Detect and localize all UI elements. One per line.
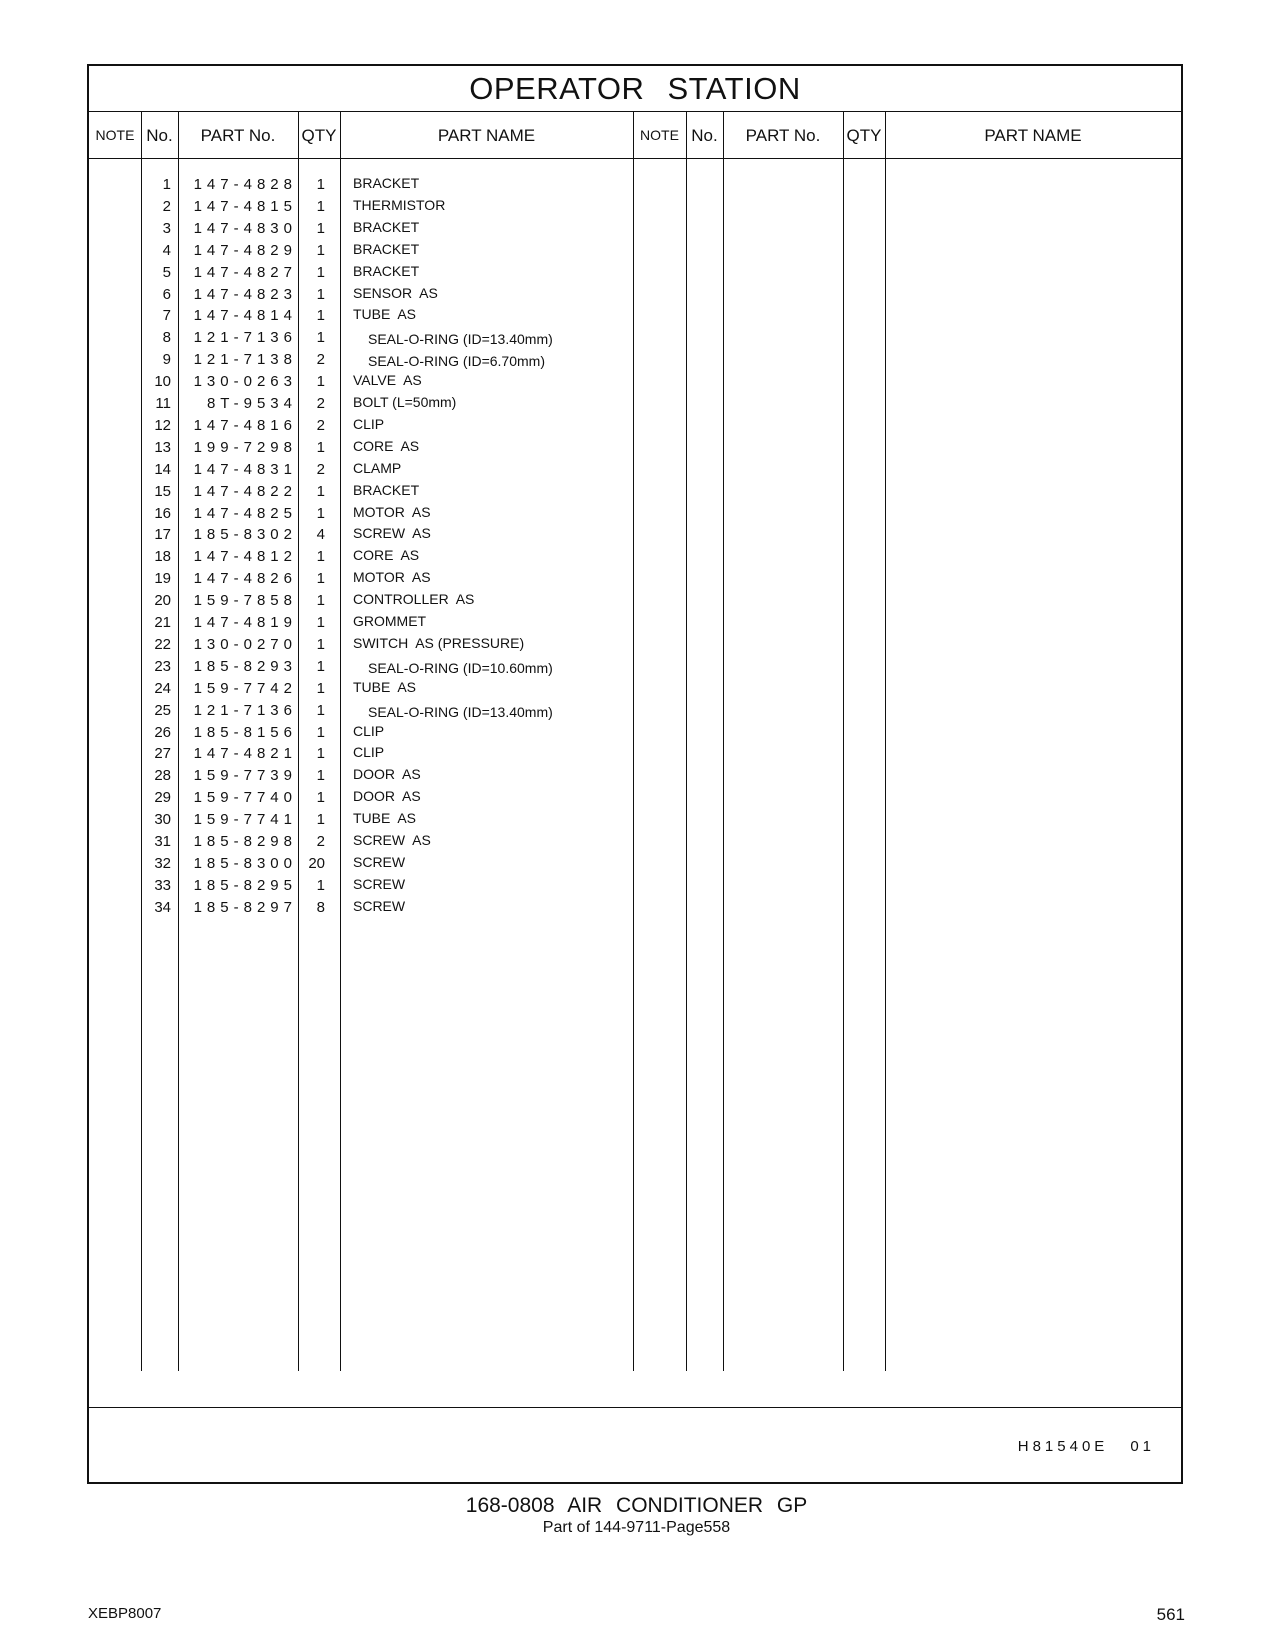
quantity: 1 [316, 285, 325, 303]
header-note-right: NOTE [640, 127, 679, 143]
part-name: SEAL-O-RING (ID=10.60mm) [368, 659, 553, 676]
column-divider [885, 112, 886, 1371]
column-divider [723, 112, 724, 1371]
revision-number: 01 [1130, 1438, 1155, 1455]
table-row [89, 721, 689, 744]
table-row [89, 261, 689, 284]
part-number: 8T-9534 [206, 395, 297, 412]
item-number: 3 [162, 219, 171, 237]
part-name: SEAL-O-RING (ID=13.40mm) [368, 703, 553, 720]
item-number: 23 [154, 657, 171, 675]
quantity: 1 [316, 504, 325, 522]
part-name: TUBE AS [353, 306, 417, 323]
item-number: 33 [154, 876, 171, 894]
item-number: 22 [154, 635, 171, 653]
part-name: SCREW [353, 853, 406, 870]
table-row [89, 611, 689, 634]
item-number: 24 [154, 679, 171, 697]
part-name: SENSOR AS [353, 284, 438, 301]
part-number: 185-8295 [193, 876, 297, 894]
part-number: 147-4816 [193, 416, 297, 434]
part-number: 185-8156 [193, 723, 297, 741]
part-number: 159-7739 [193, 767, 297, 785]
part-number: 147-4826 [193, 570, 297, 588]
item-number: 34 [154, 898, 171, 916]
part-name: BRACKET [353, 240, 420, 257]
quantity: 20 [308, 854, 325, 872]
part-name: BOLT (L=50mm) [353, 394, 457, 410]
quantity: 1 [316, 329, 325, 347]
part-number: 185-8298 [193, 833, 297, 850]
item-number: 29 [154, 789, 171, 807]
part-name: CONTROLLER AS [353, 591, 475, 608]
table-row [89, 896, 689, 919]
header-note-left: NOTE [95, 127, 135, 143]
illustration-code [1018, 1438, 1155, 1455]
table-bottom-rule [89, 1407, 1181, 1408]
table-row [89, 326, 689, 349]
part-name: TUBE AS [353, 810, 417, 827]
part-number: 147-4823 [193, 285, 297, 303]
table-row [89, 458, 689, 481]
table-row [89, 589, 689, 612]
part-name: CLIP [353, 744, 385, 761]
part-name: CLIP [353, 415, 385, 432]
part-name: CORE AS [353, 547, 420, 564]
quantity: 1 [316, 197, 325, 215]
quantity: 1 [316, 614, 325, 631]
table-row [89, 677, 689, 700]
part-name: DOOR AS [353, 788, 421, 805]
part-name: CLAMP [353, 459, 402, 476]
quantity: 1 [316, 482, 325, 500]
table-row [89, 852, 689, 875]
quantity: 1 [316, 723, 325, 741]
part-number: 147-4812 [193, 548, 297, 566]
part-number: 185-8293 [193, 657, 297, 675]
table-row [89, 523, 689, 546]
part-number: 147-4814 [193, 307, 297, 325]
item-number: 11 [155, 395, 171, 412]
part-number: 185-8297 [193, 898, 297, 916]
table-row [89, 567, 689, 590]
part-name: SWITCH AS (PRESSURE) [353, 634, 525, 651]
part-name: DOOR AS [353, 766, 421, 783]
illustration-number: H81540E [1017, 1438, 1109, 1455]
quantity: 1 [316, 876, 325, 894]
table-row [89, 392, 689, 415]
item-number: 12 [154, 416, 171, 434]
table-row [89, 283, 689, 306]
header-qty-right: QTY [846, 126, 882, 145]
part-number: 121-7138 [193, 351, 297, 369]
table-row [89, 633, 689, 656]
part-number: 147-4828 [193, 176, 297, 193]
item-number: 14 [154, 460, 171, 478]
item-number: 21 [154, 614, 171, 631]
item-number: 20 [154, 592, 171, 610]
item-number: 18 [154, 548, 171, 566]
quantity: 2 [316, 351, 325, 369]
table-row [89, 173, 689, 196]
quantity: 2 [316, 416, 325, 434]
part-number: 199-7298 [193, 438, 297, 456]
column-divider [843, 112, 844, 1371]
part-number: 147-4822 [193, 482, 297, 500]
part-number: 185-8300 [193, 854, 297, 872]
part-number: 130-0270 [193, 635, 297, 653]
quantity: 2 [316, 833, 325, 850]
part-number: 159-7740 [193, 789, 297, 807]
header-no-left: No. [146, 126, 173, 145]
item-number: 1 [162, 176, 171, 193]
part-number: 121-7136 [193, 701, 297, 719]
item-number: 8 [162, 329, 171, 347]
item-number: 13 [154, 438, 171, 456]
part-number: 147-4829 [193, 241, 297, 259]
quantity: 1 [316, 811, 325, 829]
part-name: SCREW [353, 897, 406, 914]
quantity: 2 [316, 395, 325, 412]
header-part-no-right: PART No. [745, 126, 821, 145]
part-name: CLIP [353, 722, 385, 739]
quantity: 1 [316, 570, 325, 588]
item-number: 7 [162, 307, 171, 325]
part-number: 147-4815 [193, 197, 297, 215]
quantity: 1 [316, 635, 325, 653]
item-number: 25 [154, 701, 171, 719]
table-row [89, 195, 689, 218]
quantity: 1 [316, 679, 325, 697]
parts-table [87, 64, 1183, 1484]
part-name: MOTOR AS [353, 503, 431, 520]
part-name: BRACKET [353, 262, 420, 279]
quantity: 1 [316, 219, 325, 237]
table-row [89, 786, 689, 809]
item-number: 17 [154, 526, 171, 544]
table-row [89, 502, 689, 525]
part-number: 147-4819 [193, 614, 297, 631]
table-row [89, 874, 689, 897]
quantity: 1 [316, 745, 325, 763]
page-title: OPERATOR STATION [89, 66, 1181, 112]
quantity: 1 [316, 592, 325, 610]
part-name: GROMMET [353, 613, 427, 629]
part-name: TUBE AS [353, 678, 417, 695]
group-caption: 168-0808 AIR CONDITIONER GP [465, 1494, 808, 1517]
item-number: 5 [162, 263, 171, 281]
part-name: SCREW AS [353, 525, 431, 542]
part-name: SEAL-O-RING (ID=6.70mm) [368, 353, 545, 370]
part-name: SEAL-O-RING (ID=13.40mm) [368, 331, 553, 348]
item-number: 16 [154, 504, 171, 522]
item-number: 10 [154, 373, 171, 391]
table-row [89, 348, 689, 371]
header-part-name-left: PART NAME [437, 126, 536, 145]
part-number: 159-7858 [193, 592, 297, 610]
quantity: 1 [316, 263, 325, 281]
quantity: 2 [316, 460, 325, 478]
part-number: 147-4821 [193, 745, 297, 763]
part-of-caption: Part of 144-9711-Page558 [542, 1519, 731, 1536]
header-qty-left: QTY [301, 126, 337, 145]
quantity: 1 [316, 176, 325, 193]
table-row [89, 436, 689, 459]
table-row [89, 480, 689, 503]
table-row [89, 239, 689, 262]
table-row [89, 808, 689, 831]
table-row [89, 217, 689, 240]
part-number: 121-7136 [193, 329, 297, 347]
quantity: 1 [316, 657, 325, 675]
part-name: VALVE AS [353, 372, 422, 389]
item-number: 26 [154, 723, 171, 741]
table-row [89, 414, 689, 437]
header-part-no-left: PART No. [200, 126, 276, 145]
page-number: 561 [1156, 1605, 1185, 1624]
quantity: 1 [316, 373, 325, 391]
item-number: 28 [154, 767, 171, 785]
table-row [89, 742, 689, 765]
table-row [89, 699, 689, 722]
table-header [89, 112, 1181, 159]
table-row [89, 304, 689, 327]
header-part-name-right: PART NAME [984, 126, 1082, 145]
item-number: 30 [154, 811, 171, 829]
quantity: 1 [316, 307, 325, 325]
part-name: SCREW AS [353, 832, 431, 848]
item-number: 2 [162, 197, 171, 215]
quantity: 1 [316, 767, 325, 785]
part-name: SCREW [353, 875, 406, 892]
part-number: 159-7741 [193, 811, 297, 829]
part-name: THERMISTOR [353, 196, 446, 213]
quantity: 1 [316, 438, 325, 456]
table-row [89, 830, 689, 853]
table-row [89, 764, 689, 787]
item-number: 19 [154, 570, 171, 588]
quantity: 1 [316, 548, 325, 566]
part-number: 147-4830 [193, 219, 297, 237]
quantity: 1 [316, 701, 325, 719]
part-number: 147-4825 [193, 504, 297, 522]
part-name: BRACKET [353, 218, 420, 235]
part-number: 159-7742 [193, 679, 297, 697]
item-number: 32 [154, 854, 171, 872]
table-row [89, 370, 689, 393]
part-name: CORE AS [353, 437, 420, 454]
part-name: MOTOR AS [353, 569, 431, 586]
item-number: 31 [154, 833, 171, 850]
item-number: 15 [154, 482, 171, 500]
part-number: 147-4827 [193, 263, 297, 281]
document-id: XEBP8007 [88, 1605, 162, 1622]
part-number: 147-4831 [193, 460, 297, 478]
part-name: BRACKET [353, 481, 420, 498]
item-number: 27 [154, 745, 171, 763]
item-number: 9 [162, 351, 171, 369]
part-number: 185-8302 [193, 526, 297, 544]
quantity: 8 [316, 898, 325, 916]
quantity: 1 [316, 241, 325, 259]
table-row [89, 545, 689, 568]
table-row [89, 655, 689, 678]
quantity: 4 [316, 526, 325, 544]
header-no-right: No. [691, 126, 718, 145]
quantity: 1 [316, 789, 325, 807]
item-number: 4 [162, 241, 171, 259]
part-number: 130-0263 [193, 373, 297, 391]
part-name: BRACKET [353, 175, 420, 191]
item-number: 6 [162, 285, 171, 303]
